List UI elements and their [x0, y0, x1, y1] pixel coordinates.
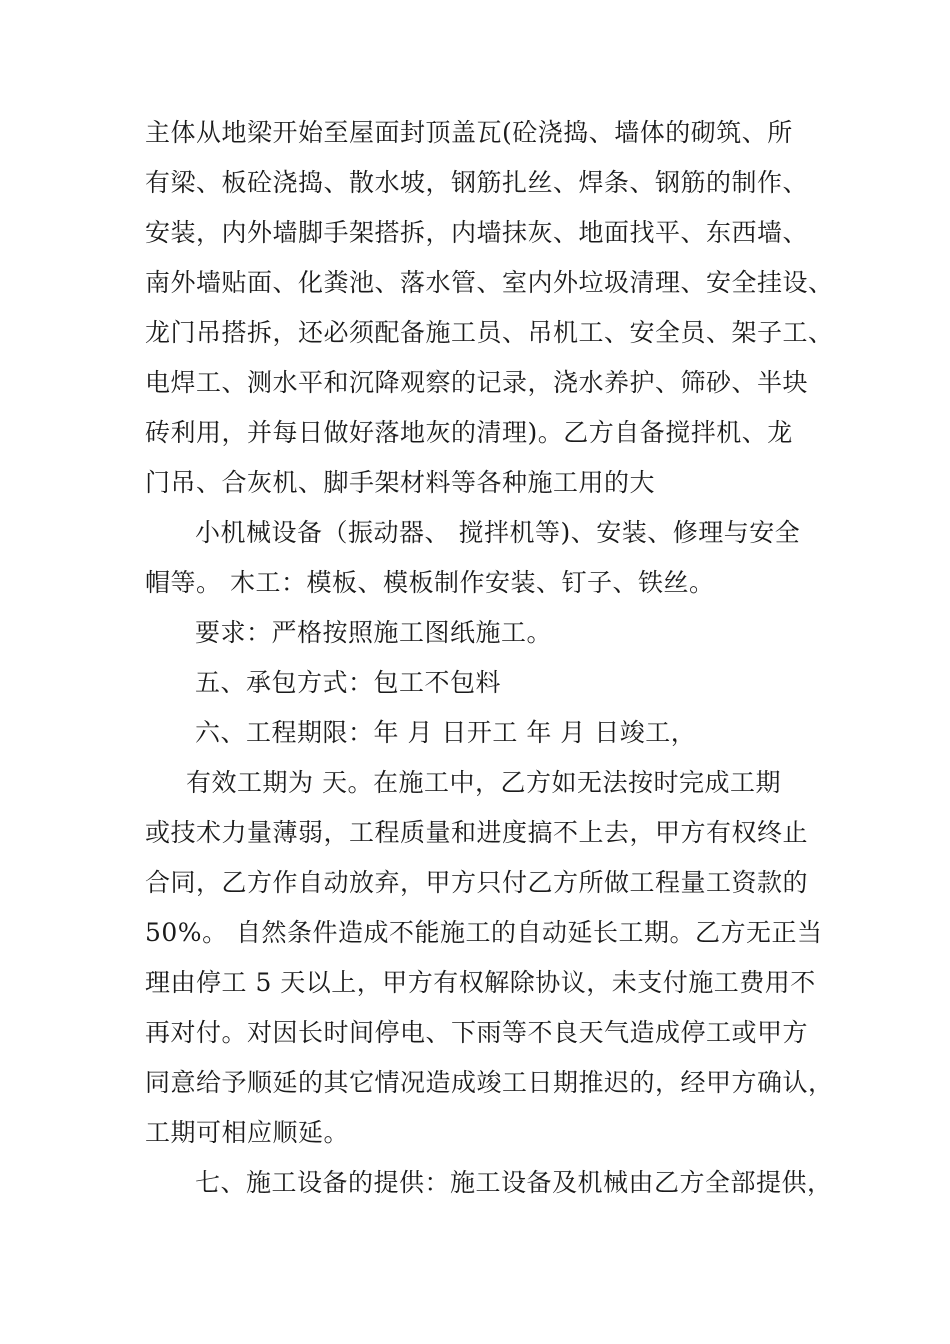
- paragraph-line: 工期可相应顺延。: [145, 1118, 350, 1147]
- paragraph-line: 或技术力量薄弱，工程质量和进度搞不上去，甲方有权终止: [145, 818, 809, 847]
- paragraph-line: 合同，乙方作自动放弃，甲方只付乙方所做工程量工资款的: [145, 868, 809, 897]
- paragraph-line: 主体从地梁开始至屋面封顶盖瓦(砼浇捣、墙体的砌筑、所: [145, 118, 793, 147]
- requirement-line: 要求：严格按照施工图纸施工。: [195, 618, 553, 647]
- paragraph-line: 再对付。对因长时间停电、下雨等不良天气造成停工或甲方: [145, 1018, 809, 1047]
- section-heading: 七、施工设备的提供：施工设备及机械由乙方全部提供，: [195, 1168, 833, 1197]
- paragraph-line: 南外墙贴面、化粪池、落水管、室内外垃圾清理、安全挂设、: [145, 268, 834, 297]
- paragraph-line: 砖利用，并每日做好落地灰的清理)。乙方自备搅拌机、龙: [145, 418, 793, 447]
- paragraph-line: 同意给予顺延的其它情况造成竣工日期推迟的，经甲方确认，: [145, 1068, 834, 1097]
- paragraph-line: 小机械设备（振动器、 搅拌机等)、安装、修理与安全: [195, 518, 801, 547]
- paragraph-line: 电焊工、测水平和沉降观察的记录，浇水养护、筛砂、半块: [145, 368, 809, 397]
- section-heading: 六、工程期限：年 月 日开工 年 月 日竣工，: [195, 718, 697, 747]
- paragraph-line: 理由停工 5 天以上，甲方有权解除协议，未支付施工费用不: [145, 968, 816, 997]
- paragraph-line: 有梁、板砼浇捣、散水坡，钢筋扎丝、焊条、钢筋的制作、: [145, 168, 809, 197]
- paragraph-line: 50%。 自然条件造成不能施工的自动延长工期。乙方无正当: [145, 918, 823, 947]
- section-heading: 五、承包方式：包工不包料: [195, 668, 502, 697]
- paragraph-line: 帽等。 木工：模板、模板制作安装、钉子、铁丝。: [145, 568, 715, 597]
- paragraph-line: 安装，内外墙脚手架搭拆，内墙抹灰、地面找平、东西墙、: [145, 218, 809, 247]
- paragraph-line: 门吊、合灰机、脚手架材料等各种施工用的大: [145, 468, 656, 497]
- paragraph-line: 龙门吊搭拆，还必须配备施工员、吊机工、安全员、架子工、: [145, 318, 834, 347]
- paragraph-line: 有效工期为 天。在施工中，乙方如无法按时完成工期: [186, 768, 781, 797]
